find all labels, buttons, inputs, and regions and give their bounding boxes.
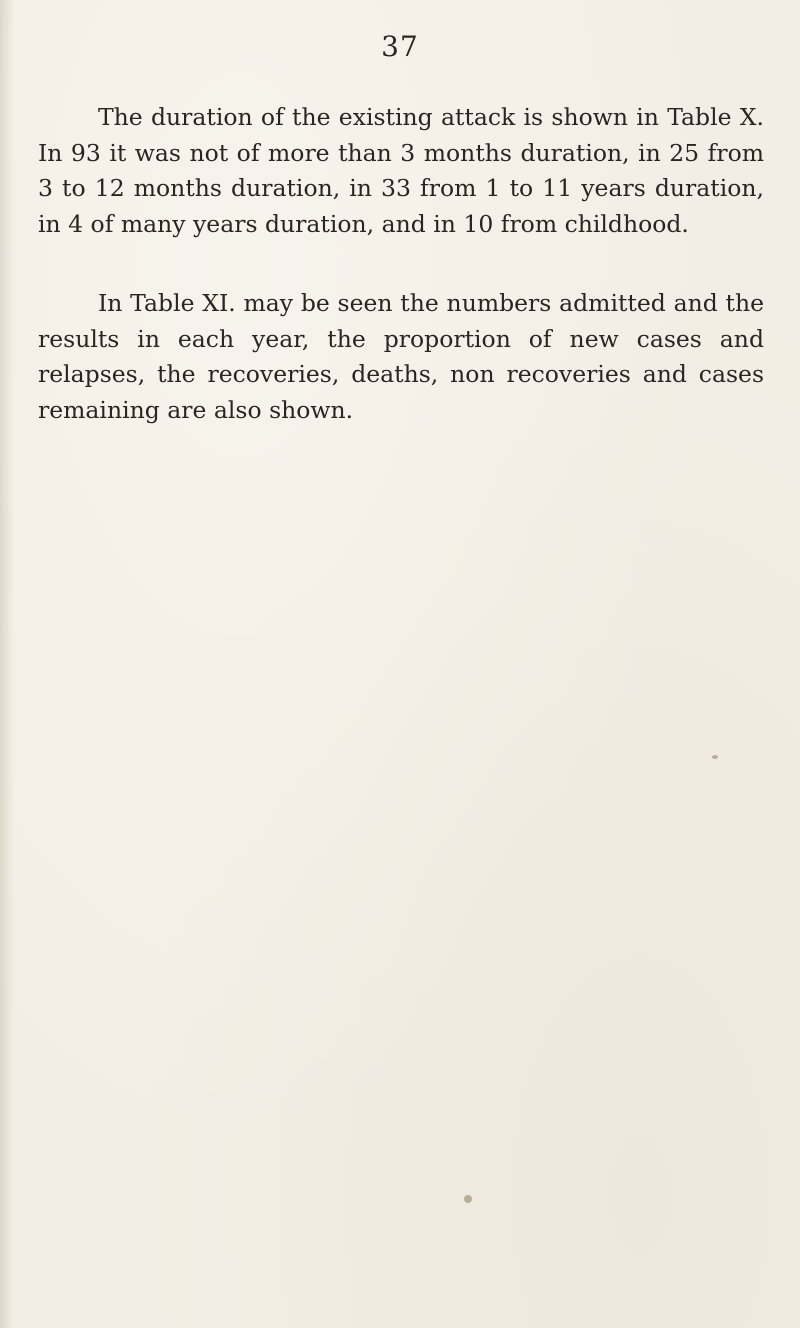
paragraph-table-xi: In Table XI. may be seen the numbers admitted and the results in each year, the proportion of new cases and relapses, the recoveries, deaths, non recoveries and cases remaining are also shown. xyxy=(38,289,764,424)
paper-speck xyxy=(464,1195,472,1203)
page-edge-shadow xyxy=(0,0,14,1328)
paragraph-duration: The duration of the existing attack is shown in Table X. In 93 it was not of more than 3 months duration, in 25 from 3 to 12 months duration, in 33 from 1 to 11 years duration, in 4 of many years duration, and in 10 from childhood. xyxy=(38,103,764,238)
paper-speck xyxy=(712,755,718,759)
page-number: 37 xyxy=(381,30,419,63)
